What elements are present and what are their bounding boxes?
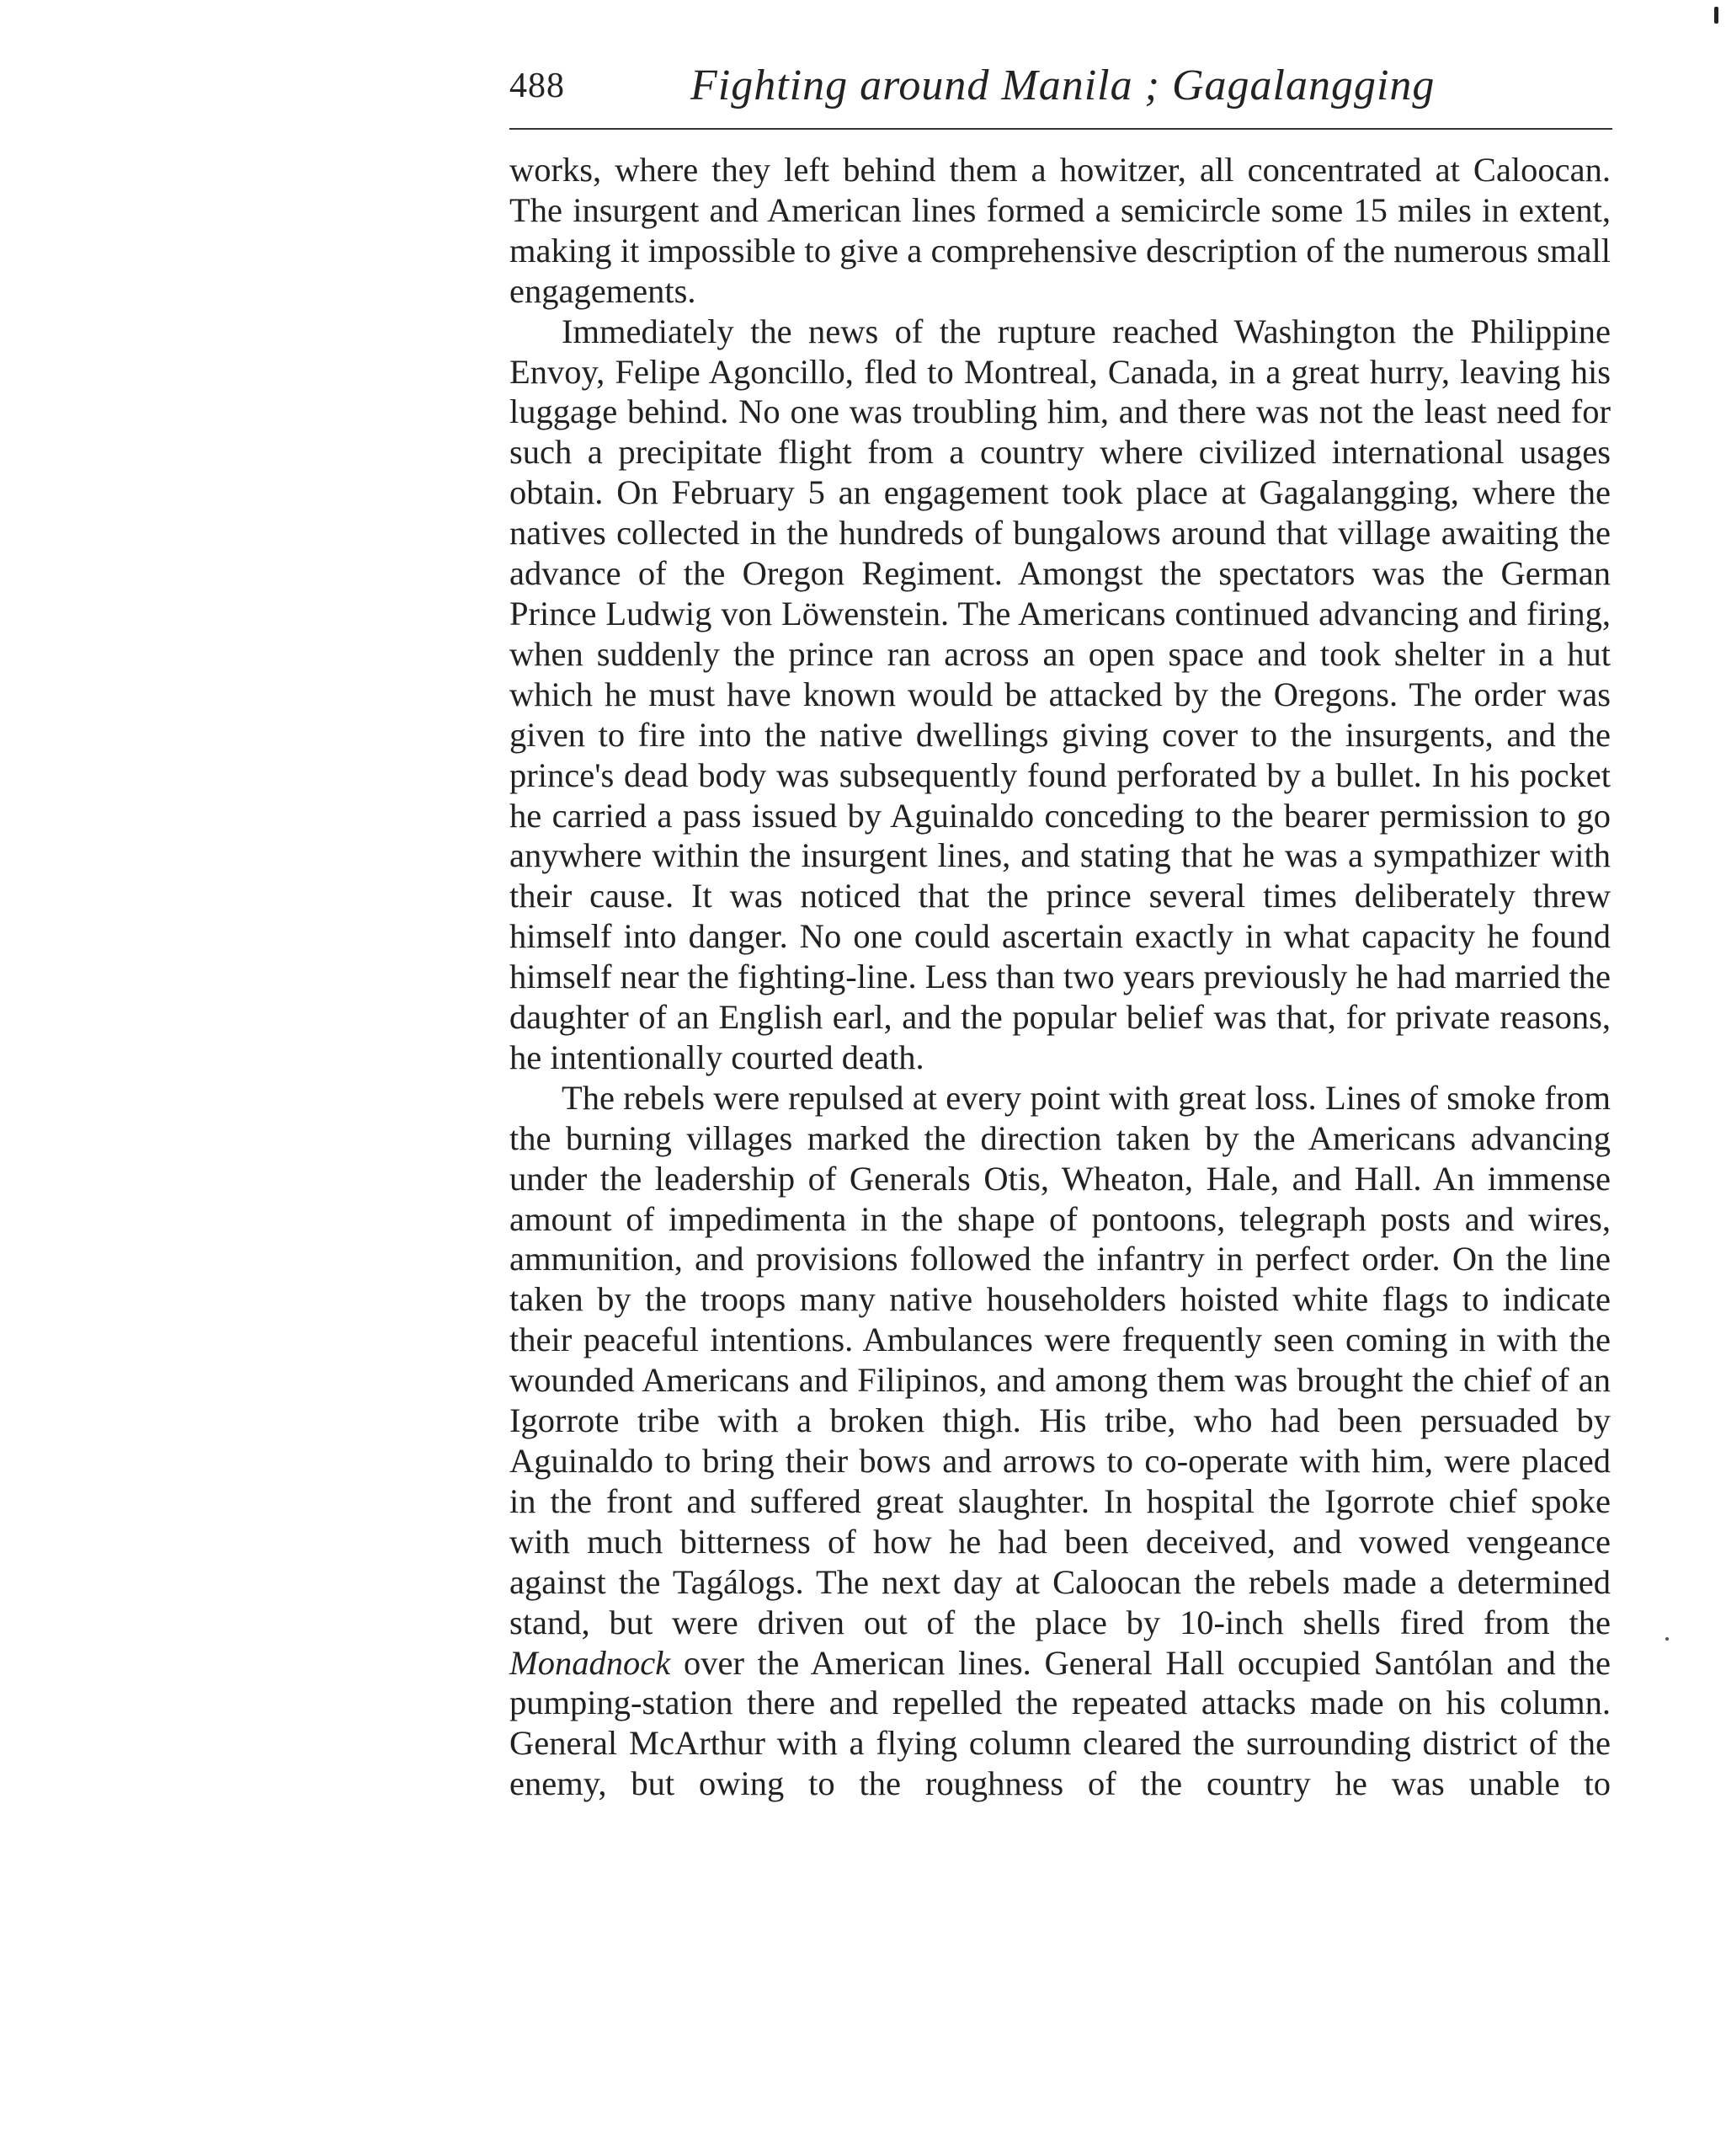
edge-scan-mark	[1714, 7, 1718, 24]
stray-ink-mark	[1665, 1637, 1669, 1641]
running-title: Fighting around Manila ; Gagalangging	[690, 61, 1436, 109]
ship-name: Monadnock	[509, 1643, 671, 1682]
page-number: 488	[509, 67, 565, 105]
paragraph-1: works, where they left behind them a howitzer, all concentrated at Caloocan. The insurgent and American lines formed a semicircle some 15 miles in extent, making it impossible to give a comprehensive description of the numerous small engagements.	[509, 151, 1611, 310]
paragraph-3-start: The rebels were repulsed at every point with great loss. Lines of smoke from the burning villages marked the direction taken by the Americans advancing under the leadership of Generals Otis, Wheaton, Hale, and Hall. An immense amount of impedimenta in the shape of pontoons, telegraph posts and wires, ammunition, and provisions followed the infantry in perfect order. On the line taken by the troops many native householders hoisted white flags to indicate their peaceful intentions. Ambulances were frequently seen coming in with the wounded Americans and Filipinos, and among them was brought the chief of an Igorrote tribe with a broken thigh. His tribe, who had been persuaded by Aguinaldo to bring their bows and arrows to co-operate with him, were placed in the front and suffered great slaughter. In hospital the Igorrote chief spoke with much bitterness of how he had been deceived, and vowed vengeance against the Tagálogs. The next day at Caloocan the rebels made a determined stand, but were driven out of the place by 10-inch shells fired from the	[509, 1078, 1611, 1641]
paragraph-3-end: over the American lines. General Hall occupied Santólan and the pumping-station there and repelled the repeated attacks made on his column. General McArthur with a flying column cleared the surrounding district of the enemy, but owing to the roughness of the country he was unable to	[509, 1643, 1611, 1803]
header-rule	[509, 128, 1612, 130]
running-head	[509, 61, 1612, 120]
body-text	[509, 150, 1611, 1804]
paragraph-3	[509, 1078, 1611, 1804]
paragraph-2: Immediately the news of the rupture reached Washington the Philippine Envoy, Felipe Agoncillo, fled to Montreal, Canada, in a great hurry, leaving his luggage behind. No one was troubling him, and there was not the least need for such a precipitate flight from a country where civilized international usages obtain. On February 5 an engagement took place at Gagalangging, where the natives collected in the hundreds of bungalows around that village awaiting the advance of the Oregon Regiment. Amongst the spectators was the German Prince Ludwig von Löwenstein. The Americans continued advancing and firing, when suddenly the prince ran across an open space and took shelter in a hut which he must have known would be attacked by the Oregons. The order was given to fire into the native dwellings giving cover to the insurgents, and the prince's dead body was subsequently found perforated by a bullet. In his pocket he carried a pass issued by Aguinaldo conceding to the bearer permission to go anywhere within the insurgent lines, and stating that he was a sympathizer with their cause. It was noticed that the prince several times deliberately threw himself into danger. No one could ascertain exactly in what capacity he found himself near the fighting-line. Less than two years previously he had married the daughter of an English earl, and the popular belief was that, for private reasons, he intentionally courted death.	[509, 312, 1611, 1076]
